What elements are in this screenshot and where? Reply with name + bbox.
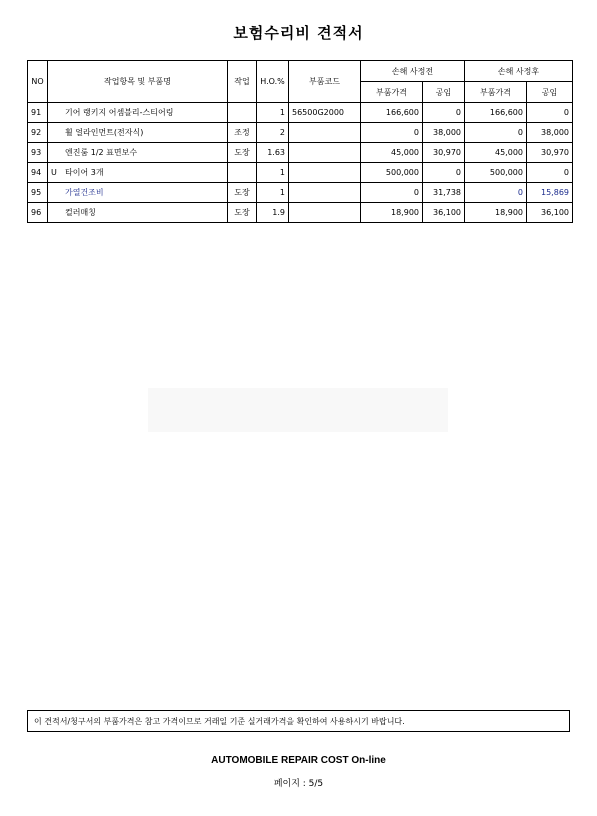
cell-before-labor: 30,970 [423,143,465,163]
cell-work [228,163,257,183]
table-header-row [28,61,573,82]
cell-after-part: 18,900 [465,203,527,223]
cell-after-labor: 36,100 [527,203,573,223]
header-code: 부품코드 [289,61,361,103]
cell-item-name: 컬러매칭 [65,208,96,217]
cell-work: 도장 [228,143,257,163]
cell-item-name: 기어 랭키지 어셈블리-스티어링 [65,108,174,117]
cell-item [48,163,228,183]
cell-no: 93 [28,143,48,163]
cell-after-labor: 38,000 [527,123,573,143]
cell-item [48,183,228,203]
cell-work: 도장 [228,203,257,223]
cell-code [289,163,361,183]
cell-item [48,103,228,123]
cell-before-labor: 38,000 [423,123,465,143]
cell-before-part: 18,900 [361,203,423,223]
header-no: NO [28,61,48,103]
document-title: 보험수리비 견적서 [233,24,364,42]
cell-before-part: 0 [361,183,423,203]
header-item: 작업항목 및 부품명 [48,61,228,103]
cell-after-part: 166,600 [465,103,527,123]
cell-after-part: 0 [465,123,527,143]
header-after-labor: 공임 [527,82,573,103]
header-work: 작업 [228,61,257,103]
header-ho: H.O.% [257,61,289,103]
cell-after-labor: 0 [527,103,573,123]
cell-no: 95 [28,183,48,203]
cell-before-part: 500,000 [361,163,423,183]
cell-item-name: 타이어 3개 [65,168,104,177]
cell-before-labor: 36,100 [423,203,465,223]
cell-work: 도장 [228,183,257,203]
cell-ho: 1.63 [257,143,289,163]
cell-after-labor: 30,970 [527,143,573,163]
cell-after-part: 45,000 [465,143,527,163]
cell-after-part: 500,000 [465,163,527,183]
table-row [28,183,573,203]
cell-ho: 1.9 [257,203,289,223]
cell-no: 91 [28,103,48,123]
header-after-adjustment: 손해 사정후 [465,61,573,82]
estimate-table [27,60,573,223]
page-number: 페이지 : 5/5 [273,779,324,789]
cell-ho: 1 [257,183,289,203]
cell-before-labor: 0 [423,163,465,183]
cell-before-labor: 0 [423,103,465,123]
cell-no: 92 [28,123,48,143]
cell-work [228,103,257,123]
table-row [28,163,573,183]
cell-code [289,203,361,223]
table-row [28,103,573,123]
header-after-part-price: 부품가격 [465,82,527,103]
header-before-part-price: 부품가격 [361,82,423,103]
cell-ho: 1 [257,103,289,123]
cell-after-labor: 15,869 [527,183,573,203]
header-before-adjustment: 손해 사정전 [361,61,465,82]
cell-code [289,183,361,203]
cell-code [289,143,361,163]
cell-item [48,203,228,223]
header-before-labor: 공임 [423,82,465,103]
table-row [28,123,573,143]
cell-before-part: 166,600 [361,103,423,123]
cell-item [48,123,228,143]
cell-before-labor: 31,738 [423,183,465,203]
cell-item-name: 휠 얼라인먼트(전자식) [65,128,144,137]
cell-no: 94 [28,163,48,183]
footer-brand: AUTOMOBILE REPAIR COST On-line [211,755,386,766]
table-row [28,143,573,163]
cell-item [48,143,228,163]
price-notice: 이 견적서/청구서의 부품가격은 참고 가격이므로 거래일 기준 실거래가격을 확인하여 사용하시기 바랍니다. [27,710,570,732]
cell-before-part: 45,000 [361,143,423,163]
cell-ho: 1 [257,163,289,183]
cell-flag: U [51,168,57,177]
cell-no: 96 [28,203,48,223]
cell-after-part: 0 [465,183,527,203]
cell-item-name: 가열건조비 [65,188,104,197]
watermark-logo [148,388,448,432]
cell-ho: 2 [257,123,289,143]
cell-before-part: 0 [361,123,423,143]
cell-code: 56500G2000 [289,103,361,123]
cell-after-labor: 0 [527,163,573,183]
cell-work: 조정 [228,123,257,143]
table-row [28,203,573,223]
cell-item-name: 엔진룸 1/2 표면보수 [65,148,138,157]
cell-code [289,123,361,143]
